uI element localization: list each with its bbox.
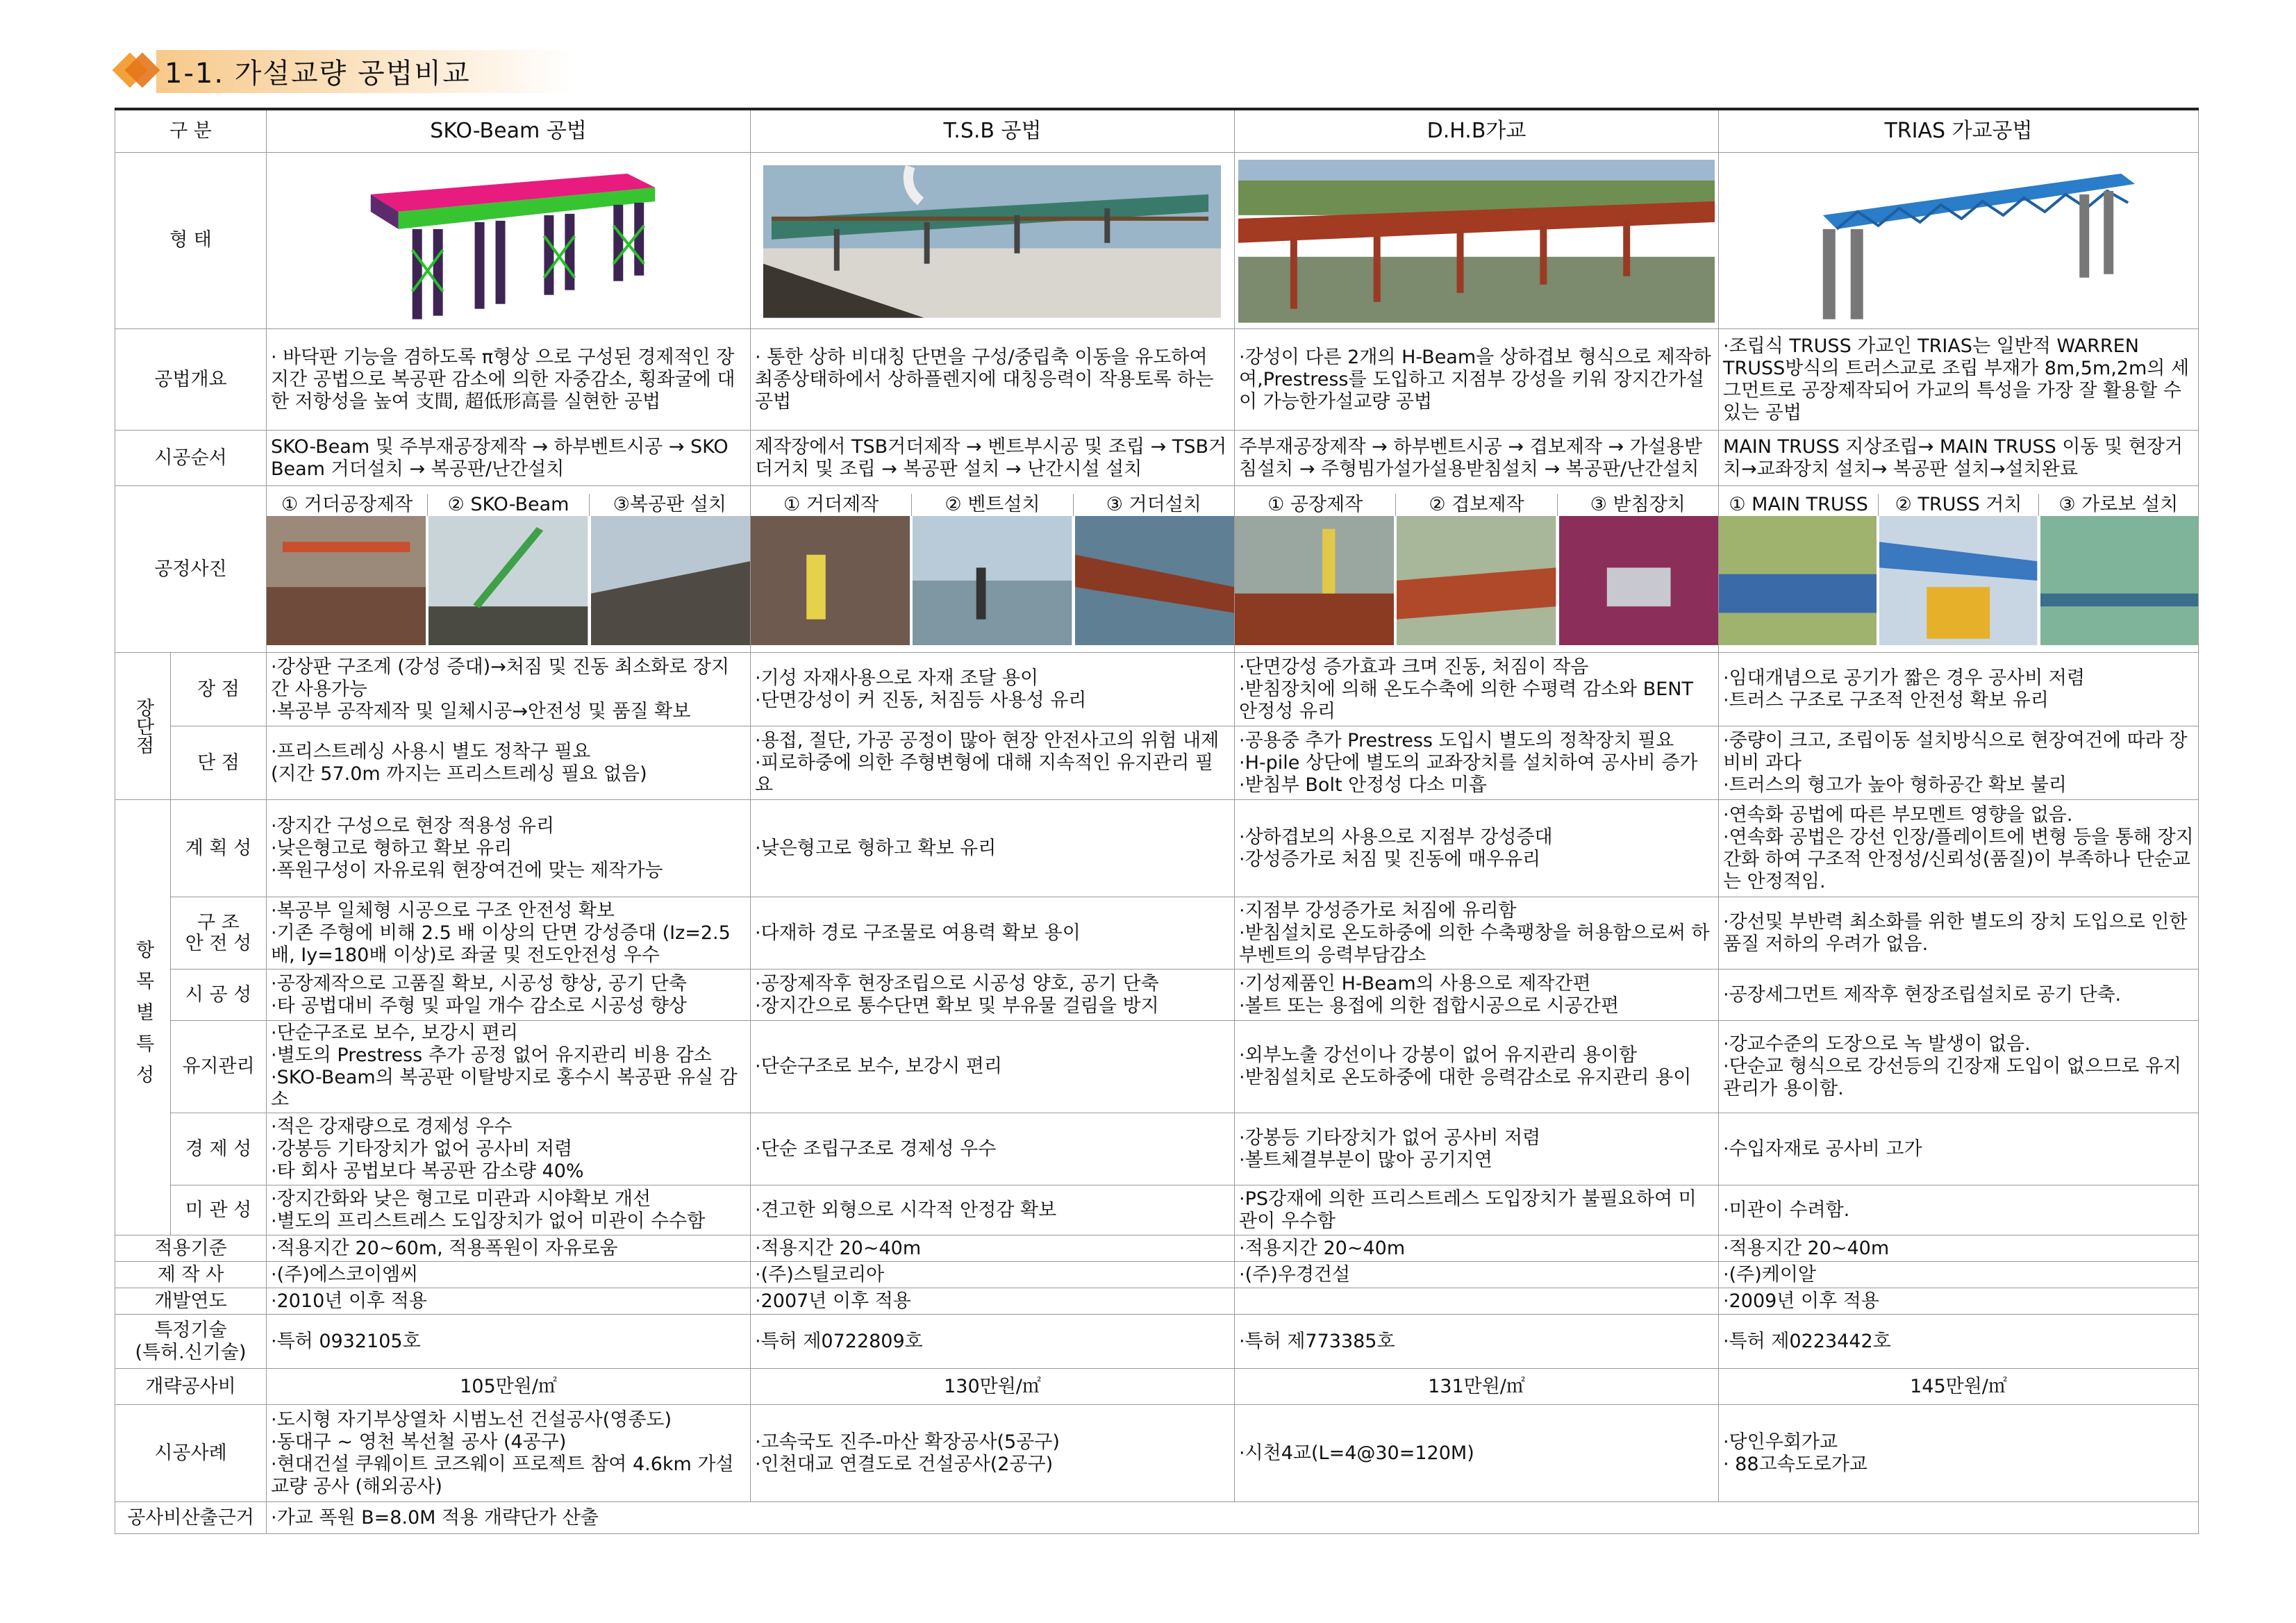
list-item: ·기성제품인 H-Beam의 사용으로 제작간편 (1239, 972, 1591, 994)
structure-row (115, 897, 2199, 969)
list-item: ·타 공법대비 주형 및 파일 개수 감소로 시공성 향상 (271, 994, 687, 1017)
list-item: ·별도의 Prestress 추가 공정 없어 유지관리 비용 감소 (271, 1044, 712, 1067)
list-item: ·받침설치로 온도하중에 대한 응력감소로 유지관리 용이 (1239, 1067, 1692, 1089)
list-item: ·공장제작으로 고품질 확보, 시공성 향상, 공기 단축 (271, 972, 687, 994)
list-item: ·수입자재로 공사비 고가 (1723, 1138, 1922, 1160)
photo-caption: ③복공판 설치 (613, 493, 726, 515)
list-item: ·기존 주형에 비해 2.5 배 이상의 단면 강성증대 (Iz=2.5배, Iy=180배 이상)로 좌굴 및 전도안전성 우수 (271, 922, 731, 966)
list-item: ·H-pile 상단에 별도의 교좌장치를 설치하여 공사비 증가 (1239, 751, 1698, 774)
planning-row (115, 800, 2199, 897)
photo-caption: ① MAIN TRUSS (1719, 494, 1879, 516)
structure-trias (1719, 897, 2199, 969)
structure-sko-beam (267, 897, 751, 969)
cases-tsb (751, 1405, 1235, 1502)
list-item: ·장지간으로 통수단면 확보 및 부유물 걸림을 방지 (755, 994, 1159, 1017)
photo-caption: ③ 가로보 설치 (2058, 493, 2179, 515)
overview-tsb: · 통한 상하 비대칭 단면을 구성/중립축 이동을 유도하여 최종상태하에서 상하플렌지에 대칭응력이 작용토록 하는공법 (751, 329, 1235, 431)
list-item: · 88고속도로가교 (1723, 1453, 1868, 1475)
list-item: ·단순구조로 보수, 보강시 편리 (755, 1056, 1002, 1078)
criteria-tsb: ·적용지간 20~40m (751, 1235, 1235, 1262)
list-item: ·연속화 공법에 따른 부모멘트 영향을 없음. (1723, 804, 2073, 826)
page-title: 1-1. 가설교량 공법비교 (165, 57, 471, 90)
basis-row (115, 1502, 2199, 1534)
list-item: ·별도의 프리스트레스 도입장치가 없어 미관이 수수함 (271, 1210, 706, 1232)
maker-tsb: ·(주)스틸코리아 (751, 1262, 1235, 1288)
sequence-row (115, 431, 2199, 486)
list-item: ·SKO-Beam의 복공판 이탈방지로 홍수시 복공판 유실 감소 (271, 1067, 738, 1111)
list-item: ·낮은형고로 형하고 확보 유리 (755, 837, 997, 859)
sequence-label: 시공순서 (115, 431, 267, 486)
basis-label: 공사비산출근거 (115, 1502, 267, 1534)
economy-label: 경 제 성 (171, 1113, 267, 1185)
list-item: ·장지간 구성으로 현장 적용성 유리 (271, 815, 555, 837)
list-item: ·PS강재에 의한 프리스트레스 도입장치가 불필요하여 미관이 우수함 (1239, 1188, 1697, 1232)
planning-tsb (751, 800, 1235, 897)
list-item: ·볼트체결부분이 많아 공기지연 (1239, 1149, 1492, 1171)
photos-dhb (1235, 486, 1719, 653)
truss-placement-photo (1879, 516, 2037, 645)
cons-trias (1719, 726, 2199, 800)
dhb-bridge-photo (1235, 152, 1719, 329)
crossbeam-install-photo (2040, 516, 2198, 645)
main-truss-photo (1719, 516, 1877, 645)
planning-trias (1719, 800, 2199, 897)
item-group-label: 항목별특성 (115, 800, 171, 1235)
photo-caption: ① 거더공장제작 (267, 494, 428, 516)
photo-caption: ③ 거더설치 (1106, 493, 1201, 515)
list-item: ·지점부 강성증가로 처짐에 유리함 (1239, 899, 1517, 922)
basis-text: ·가교 폭원 B=8.0M 적용 개략단가 산출 (267, 1502, 2199, 1534)
list-item: ·다재하 경로 구조물로 여용력 확보 용이 (755, 922, 1081, 944)
pros-tsb (751, 653, 1235, 726)
aesthetics-trias (1719, 1185, 2199, 1235)
criteria-sko-beam: ·적용지간 20~60m, 적용폭원이 자유로움 (267, 1235, 751, 1262)
bent-install-photo (913, 516, 1072, 645)
cons-label: 단 점 (171, 726, 267, 800)
list-item: ·폭원구성이 자유로워 현장여건에 맞는 제작가능 (271, 859, 663, 881)
overview-sko-beam: · 바닥판 기능을 겸하도록 π형상 으로 구성된 경제적인 장지간 공법으로 복공판 감소에 의한 자중감소, 횡좌굴에 대한 저항성을 높여 支間, 超低形高를 실현한 공법 (267, 329, 751, 431)
header-dhb: D.H.B가교 (1235, 109, 1719, 152)
header-category: 구 분 (115, 109, 267, 152)
header-sko-beam: SKO-Beam 공법 (267, 109, 751, 152)
list-item: (지간 57.0m 까지는 프리스트레싱 필요 없음) (271, 763, 647, 785)
criteria-label: 적용기준 (115, 1235, 267, 1262)
list-item: ·받침부 Bolt 안정성 다소 미흡 (1239, 774, 1487, 796)
maintenance-trias (1719, 1021, 2199, 1113)
girder-fabrication-photo (751, 516, 910, 645)
constructability-row (115, 969, 2199, 1021)
list-item: ·복공부 일체형 시공으로 구조 안전성 확보 (271, 899, 615, 922)
list-item: ·공장세그먼트 제작후 현장조립설치로 공기 단축. (1723, 983, 2122, 1006)
overview-trias: ·조립식 TRUSS 가교인 TRIAS는 일반적 WARREN TRUSS방식의 트러스교로 조립 부재가 8m,5m,2m의 세그먼트로 공장제작되어 가교의 특성을 가장 잘 활용할 수 있는 공법 (1719, 329, 2199, 431)
list-item: ·트러스의 형고가 높아 형하공간 확보 불리 (1723, 774, 2067, 796)
maintenance-label: 유지관리 (171, 1021, 267, 1113)
aesthetics-label: 미 관 성 (171, 1185, 267, 1235)
cost-dhb: 131만원/㎡ (1235, 1369, 1719, 1405)
page-header (115, 47, 471, 94)
process-photos-row (115, 486, 2199, 653)
list-item: ·트러스 구조로 구조적 안전성 확보 유리 (1723, 689, 2049, 711)
list-item: ·강선및 부반력 최소화를 위한 별도의 장치 도입으로 인한 품질 저하의 우려가 없음. (1723, 910, 2188, 955)
maintenance-sko-beam (267, 1021, 751, 1113)
list-item: ·연속화 공법은 강선 인장/플레이트에 변형 등을 통해 장지간화 하여 구조적 안정성/신뢰성(품질)이 부족하나 단순교는 안정적임. (1723, 826, 2194, 892)
maintenance-tsb (751, 1021, 1235, 1113)
pros-trias (1719, 653, 2199, 726)
cases-trias (1719, 1405, 2199, 1502)
criteria-trias: ·적용지간 20~40m (1719, 1235, 2199, 1262)
list-item: ·강봉등 기타장치가 없어 공사비 저렴 (271, 1138, 573, 1160)
list-item: ·적은 강재량으로 경제성 우수 (271, 1115, 513, 1138)
list-item: ·복공부 공작제작 및 일체시공→안전성 및 품질 확보 (271, 700, 691, 722)
girder-placement-photo (1075, 516, 1234, 645)
cost-row (115, 1369, 2199, 1405)
patent-trias: ·특허 제0223442호 (1719, 1315, 2199, 1369)
list-item: ·강봉등 기타장치가 없어 공사비 저렴 (1239, 1126, 1541, 1149)
aesthetics-sko-beam (267, 1185, 751, 1235)
list-item: ·피로하중에 의한 주형변형에 대해 지속적인 유지관리 필요 (755, 751, 1213, 796)
economy-dhb (1235, 1113, 1719, 1185)
diamond-bullet-icon (115, 51, 155, 91)
list-item: ·강상판 구조계 (강성 증대)→처짐 및 진동 최소화로 장지간 사용가능 (271, 656, 730, 700)
photos-trias (1719, 486, 2199, 653)
double-beam-photo (1397, 516, 1556, 645)
sequence-dhb: 주부재공장제작 → 하부벤트시공 → 겹보제작 → 가설용받침설치 → 주형빔가설가설용받침설치 → 복공판/난간설치 (1235, 431, 1719, 486)
economy-row (115, 1113, 2199, 1185)
cost-tsb: 130만원/㎡ (751, 1369, 1235, 1405)
maker-label: 제 작 사 (115, 1262, 267, 1288)
photo-caption: ① 공장제작 (1235, 494, 1396, 516)
list-item: ·받침설치로 온도하중에 의한 수축팽창을 허용함으로써 하부벤트의 응력부담감소 (1239, 922, 1710, 966)
list-item: ·프리스트레싱 사용시 별도 정착구 필요 (271, 740, 591, 763)
year-dhb (1235, 1288, 1719, 1315)
list-item: ·당인우회가교 (1723, 1431, 1838, 1453)
list-item: ·장지간화와 낮은 형고로 미관과 시야확보 개선 (271, 1188, 651, 1210)
sko-beam-render-image (267, 152, 751, 329)
list-item: ·타 회사 공법보다 복공판 감소량 40% (271, 1160, 584, 1182)
economy-sko-beam (267, 1113, 751, 1185)
structure-label: 구 조 안 전 성 (171, 897, 267, 969)
photo-caption: ② SKO-Beam (428, 494, 589, 516)
list-item: ·단면강성이 커 진동, 처짐등 사용성 유리 (755, 689, 1087, 711)
photo-caption: ② TRUSS 거치 (1879, 494, 2038, 516)
cons-tsb (751, 726, 1235, 800)
year-sko-beam: ·2010년 이후 적용 (267, 1288, 751, 1315)
list-item: ·외부노출 강선이나 강봉이 없어 유지관리 용이함 (1239, 1044, 1638, 1067)
trias-render-image (1719, 152, 2199, 329)
criteria-dhb: ·적용지간 20~40m (1235, 1235, 1719, 1262)
header-trias: TRIAS 가교공법 (1719, 109, 2199, 152)
structure-dhb (1235, 897, 1719, 969)
list-item: ·현대건설 쿠웨이트 코즈웨이 프로젝트 참여 4.6km 가설교량 공사 (해외공사) (271, 1453, 734, 1497)
construct-tsb (751, 969, 1235, 1021)
pros-row (115, 653, 2199, 726)
cases-label: 시공사례 (115, 1405, 267, 1502)
photo-caption: ② 벤트설치 (912, 494, 1073, 516)
aesthetics-row (115, 1185, 2199, 1235)
patent-row (115, 1315, 2199, 1369)
pros-cons-group-label: 장단점 (115, 653, 171, 800)
list-item: ·단순교 형식으로 강선등의 긴장재 도입이 없으므로 유지관리가 용이함. (1723, 1056, 2181, 1100)
planning-label: 계 획 성 (171, 800, 267, 897)
cases-row (115, 1405, 2199, 1502)
year-row (115, 1288, 2199, 1315)
list-item: ·공장제작후 현장조립으로 시공성 양호, 공기 단축 (755, 972, 1159, 994)
list-item: ·동대구 ~ 영천 복선철 공사 (4공구) (271, 1431, 567, 1453)
cons-row (115, 726, 2199, 800)
aesthetics-tsb (751, 1185, 1235, 1235)
list-item: ·임대개념으로 공기가 짧은 경우 공사비 저렴 (1723, 667, 2085, 689)
girder-factory-photo (267, 516, 426, 645)
list-item: ·도시형 자기부상열차 시범노선 건설공사(영종도) (271, 1408, 672, 1431)
list-item: ·단순 조립구조로 경제성 우수 (755, 1138, 997, 1160)
list-item: ·고속국도 진주-마산 확장공사(5공구) (755, 1431, 1060, 1453)
cost-label: 개략공사비 (115, 1369, 267, 1405)
aesthetics-dhb (1235, 1185, 1719, 1235)
list-item: ·상하겹보의 사용으로 지점부 강성증대 (1239, 826, 1553, 848)
planning-sko-beam (267, 800, 751, 897)
photos-label: 공정사진 (115, 486, 267, 653)
list-item: ·강교수준의 도장으로 녹 발생이 없음. (1723, 1033, 2031, 1056)
maker-row (115, 1262, 2199, 1288)
photo-caption: ③ 받침장치 (1590, 493, 1686, 515)
list-item: ·인천대교 연결도로 건설공사(2공구) (755, 1453, 1054, 1475)
economy-tsb (751, 1113, 1235, 1185)
maker-dhb: ·(주)우경건설 (1235, 1262, 1719, 1288)
maintenance-dhb (1235, 1021, 1719, 1113)
list-item: ·강성증가로 처짐 및 진동에 매우유리 (1239, 848, 1541, 870)
pros-sko-beam (267, 653, 751, 726)
list-item: ·시천4교(L=4@30=120M) (1239, 1442, 1474, 1464)
sequence-trias: MAIN TRUSS 지상조립→ MAIN TRUSS 이동 및 현장거치→교좌장치 설치→ 복공판 설치→설치완료 (1719, 431, 2199, 486)
cons-dhb (1235, 726, 1719, 800)
cases-sko-beam (267, 1405, 751, 1502)
header-tsb: T.S.B 공법 (751, 109, 1235, 152)
patent-dhb: ·특허 제773385호 (1235, 1315, 1719, 1369)
maker-sko-beam: ·(주)에스코이엠씨 (267, 1262, 751, 1288)
maker-trias: ·(주)케이알 (1719, 1262, 2199, 1288)
overview-label: 공법개요 (115, 329, 267, 431)
photo-caption: ① 거더제작 (751, 494, 912, 516)
sequence-sko-beam: SKO-Beam 및 주부재공장제작 → 하부벤트시공 → SKO Beam 거더설치 → 복공판/난간설치 (267, 431, 751, 486)
list-item: ·견고한 외형으로 시각적 안정감 확보 (755, 1199, 1057, 1221)
tsb-bridge-photo (751, 152, 1235, 329)
comparison-table (115, 108, 2199, 1534)
economy-trias (1719, 1113, 2199, 1185)
year-trias: ·2009년 이후 적용 (1719, 1288, 2199, 1315)
year-tsb: ·2007년 이후 적용 (751, 1288, 1235, 1315)
construct-dhb (1235, 969, 1719, 1021)
list-item: ·받침장치에 의해 온도수축에 의한 수평력 감소와 BENT 안정성 유리 (1239, 678, 1693, 722)
planning-dhb (1235, 800, 1719, 897)
construct-trias (1719, 969, 2199, 1021)
list-item: ·용접, 절단, 가공 공정이 많아 현장 안전사고의 위험 내제 (755, 729, 1220, 751)
cost-trias: 145만원/㎡ (1719, 1369, 2199, 1405)
photo-caption: ② 겹보제작 (1396, 494, 1557, 516)
factory-fabrication-photo (1235, 516, 1394, 645)
form-row (115, 152, 2199, 329)
sequence-tsb: 제작장에서 TSB거더제작 → 벤트부시공 및 조립 → TSB거더거치 및 조립 → 복공판 설치 → 난간시설 설치 (751, 431, 1235, 486)
list-item: ·볼트 또는 용접에 의한 접합시공으로 시공간편 (1239, 994, 1620, 1017)
form-label: 형 태 (115, 152, 267, 329)
overview-dhb: ·강성이 다른 2개의 H-Beam을 상하겹보 형식으로 제작하여,Prestress를 도입하고 지점부 강성을 키워 장지간가설이 가능한가설교량 공법 (1235, 329, 1719, 431)
deck-plate-install-photo (591, 516, 750, 645)
pros-dhb (1235, 653, 1719, 726)
cost-sko-beam: 105만원/㎡ (267, 1369, 751, 1405)
list-item: ·낮은형고로 형하고 확보 유리 (271, 837, 513, 859)
constructability-label: 시 공 성 (171, 969, 267, 1021)
list-item: ·공용중 추가 Prestress 도입시 별도의 정착장치 필요 (1239, 729, 1674, 751)
list-item: ·기성 자재사용으로 자재 조달 용이 (755, 667, 1039, 689)
criteria-row (115, 1235, 2199, 1262)
list-item: ·단면강성 증가효과 크며 진동, 처짐이 작음 (1239, 656, 1589, 678)
photos-sko-beam (267, 486, 751, 653)
construct-sko-beam (267, 969, 751, 1021)
list-item: ·단순구조로 보수, 보강시 편리 (271, 1022, 518, 1044)
list-item: ·중량이 크고, 조립이동 설치방식으로 현장여건에 따라 장비비 과다 (1723, 729, 2188, 774)
cases-dhb (1235, 1405, 1719, 1502)
overview-row (115, 329, 2199, 431)
sko-beam-lifting-photo (429, 516, 588, 645)
photos-tsb (751, 486, 1235, 653)
list-item: ·미관이 수려함. (1723, 1199, 1850, 1221)
pros-label: 장 점 (171, 653, 267, 726)
structure-tsb (751, 897, 1235, 969)
maintenance-row (115, 1021, 2199, 1113)
patent-label: 특정기술 (특허.신기술) (115, 1315, 267, 1369)
header-row (115, 109, 2199, 152)
cons-sko-beam (267, 726, 751, 800)
patent-tsb: ·특허 제0722809호 (751, 1315, 1235, 1369)
year-label: 개발연도 (115, 1288, 267, 1315)
patent-sko-beam: ·특허 0932105호 (267, 1315, 751, 1369)
bearing-device-photo (1559, 516, 1718, 645)
